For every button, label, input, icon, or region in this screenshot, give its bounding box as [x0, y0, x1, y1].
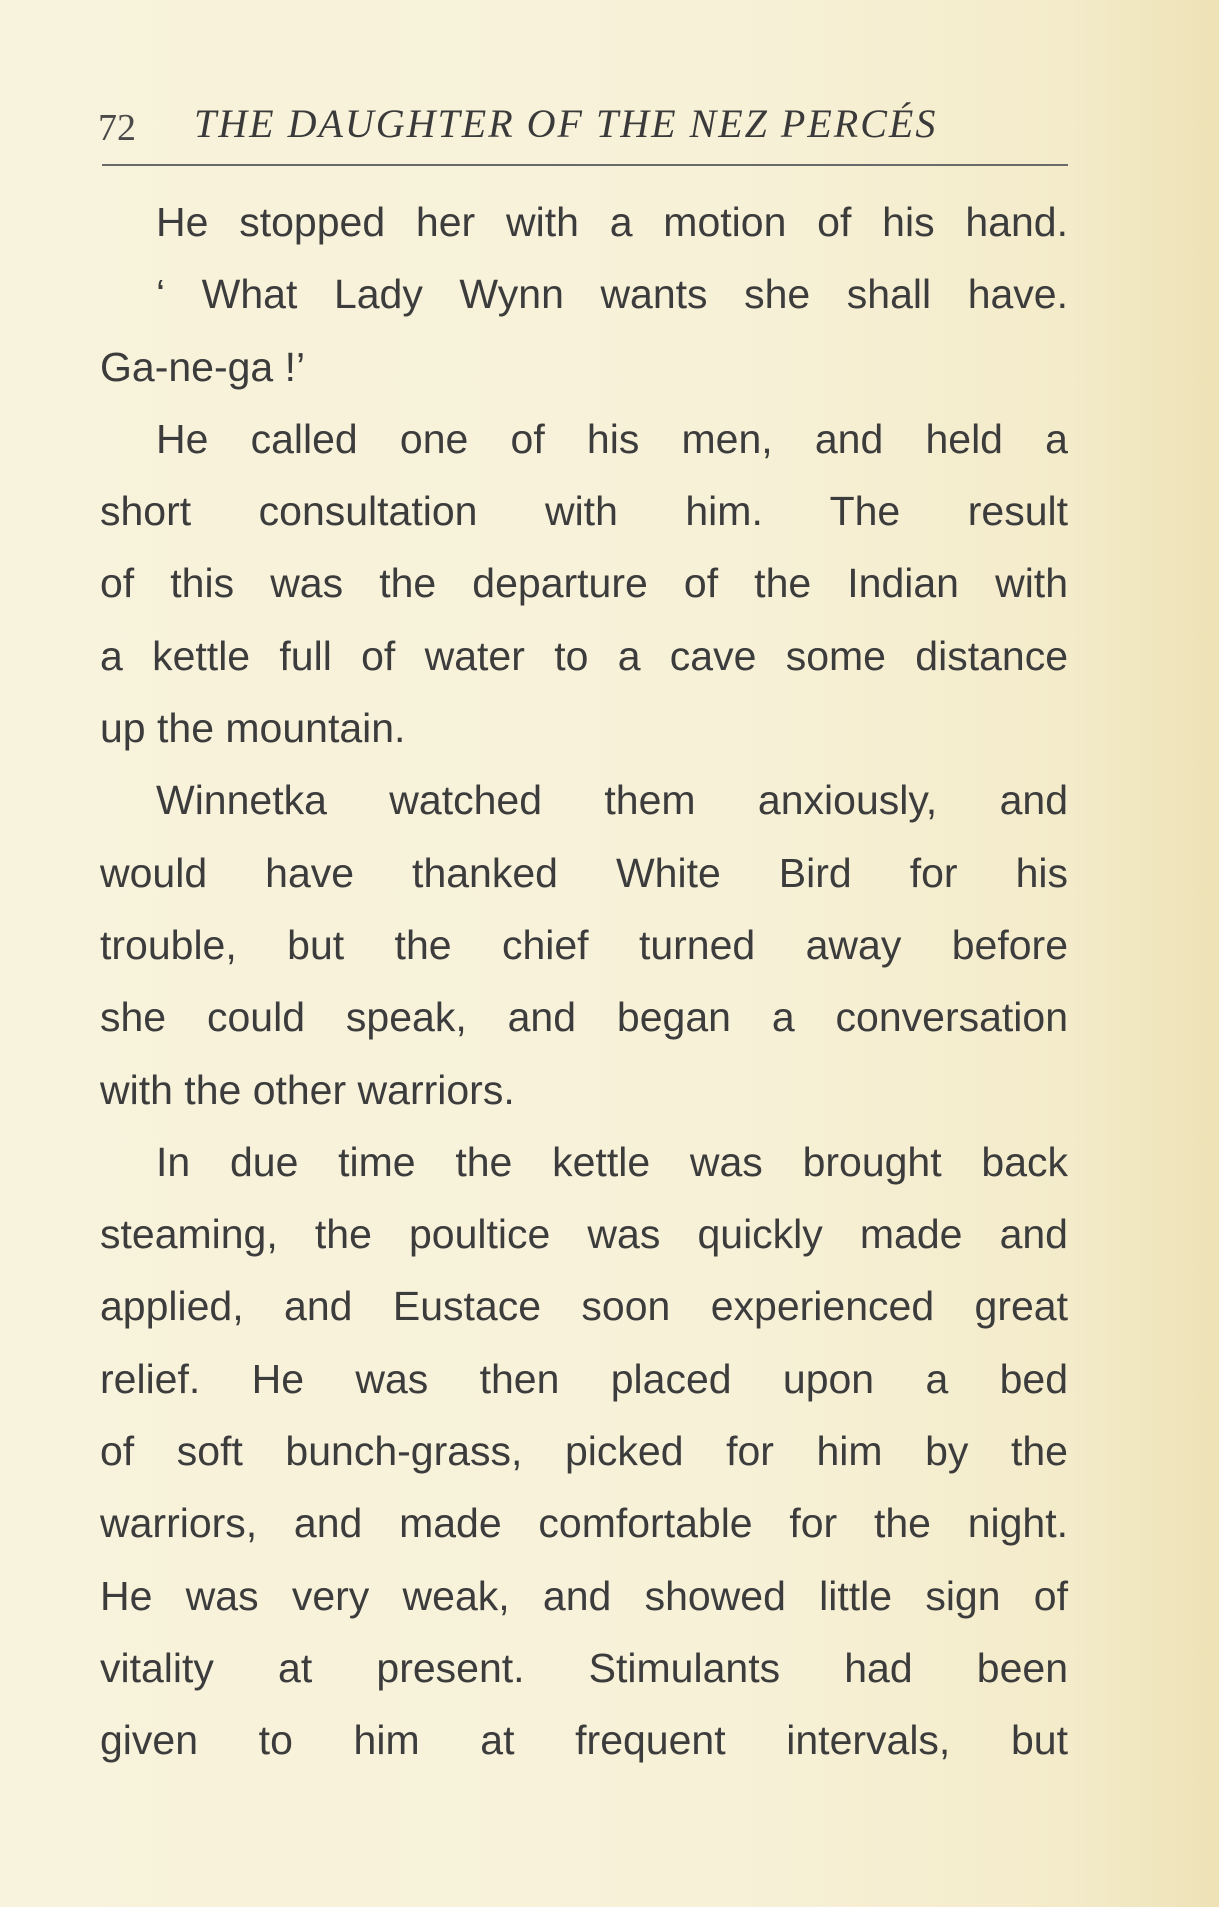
text-line: He was very weak, and showed little sign of [100, 1572, 1068, 1619]
page-number: 72 [98, 107, 136, 149]
text-line: He called one of his men, and held a [156, 415, 1068, 462]
running-title: THE DAUGHTER OF THE NEZ PERCÉS [194, 101, 938, 146]
text-line: short consultation with him. The result [100, 488, 1068, 535]
header-rule [102, 164, 1068, 166]
text-line: relief. He was then placed upon a bed [100, 1355, 1068, 1402]
text-line: with the other warriors. [100, 1066, 515, 1113]
text-line: up the mountain. [100, 705, 406, 752]
text-line: In due time the kettle was brought back [156, 1138, 1068, 1185]
text-line: He stopped her with a motion of his hand. [156, 199, 1068, 245]
text-line: ‘ What Lady Wynn wants she shall have. [156, 271, 1068, 318]
text-line: given to him at frequent intervals, but [100, 1717, 1068, 1764]
page-header [98, 100, 1068, 160]
text-line: applied, and Eustace soon experienced great [100, 1283, 1068, 1330]
body-text [100, 186, 1068, 1777]
text-line: Ga-ne-ga !’ [100, 343, 306, 390]
text-line: would have thanked White Bird for his [100, 849, 1068, 896]
text-line: of soft bunch-grass, picked for him by the [100, 1428, 1068, 1475]
text-line: a kettle full of water to a cave some distance [100, 632, 1068, 679]
text-line: steaming, the poultice was quickly made and [100, 1211, 1068, 1258]
text-line: Winnetka watched them anxiously, and [156, 777, 1068, 824]
text-line: trouble, but the chief turned away before [100, 921, 1068, 968]
text-line: of this was the departure of the Indian with [100, 560, 1068, 607]
text-line: she could speak, and began a conversation [100, 994, 1068, 1041]
text-line: warriors, and made comfortable for the night. [100, 1500, 1068, 1547]
text-line: vitality at present. Stimulants had been [100, 1644, 1068, 1691]
